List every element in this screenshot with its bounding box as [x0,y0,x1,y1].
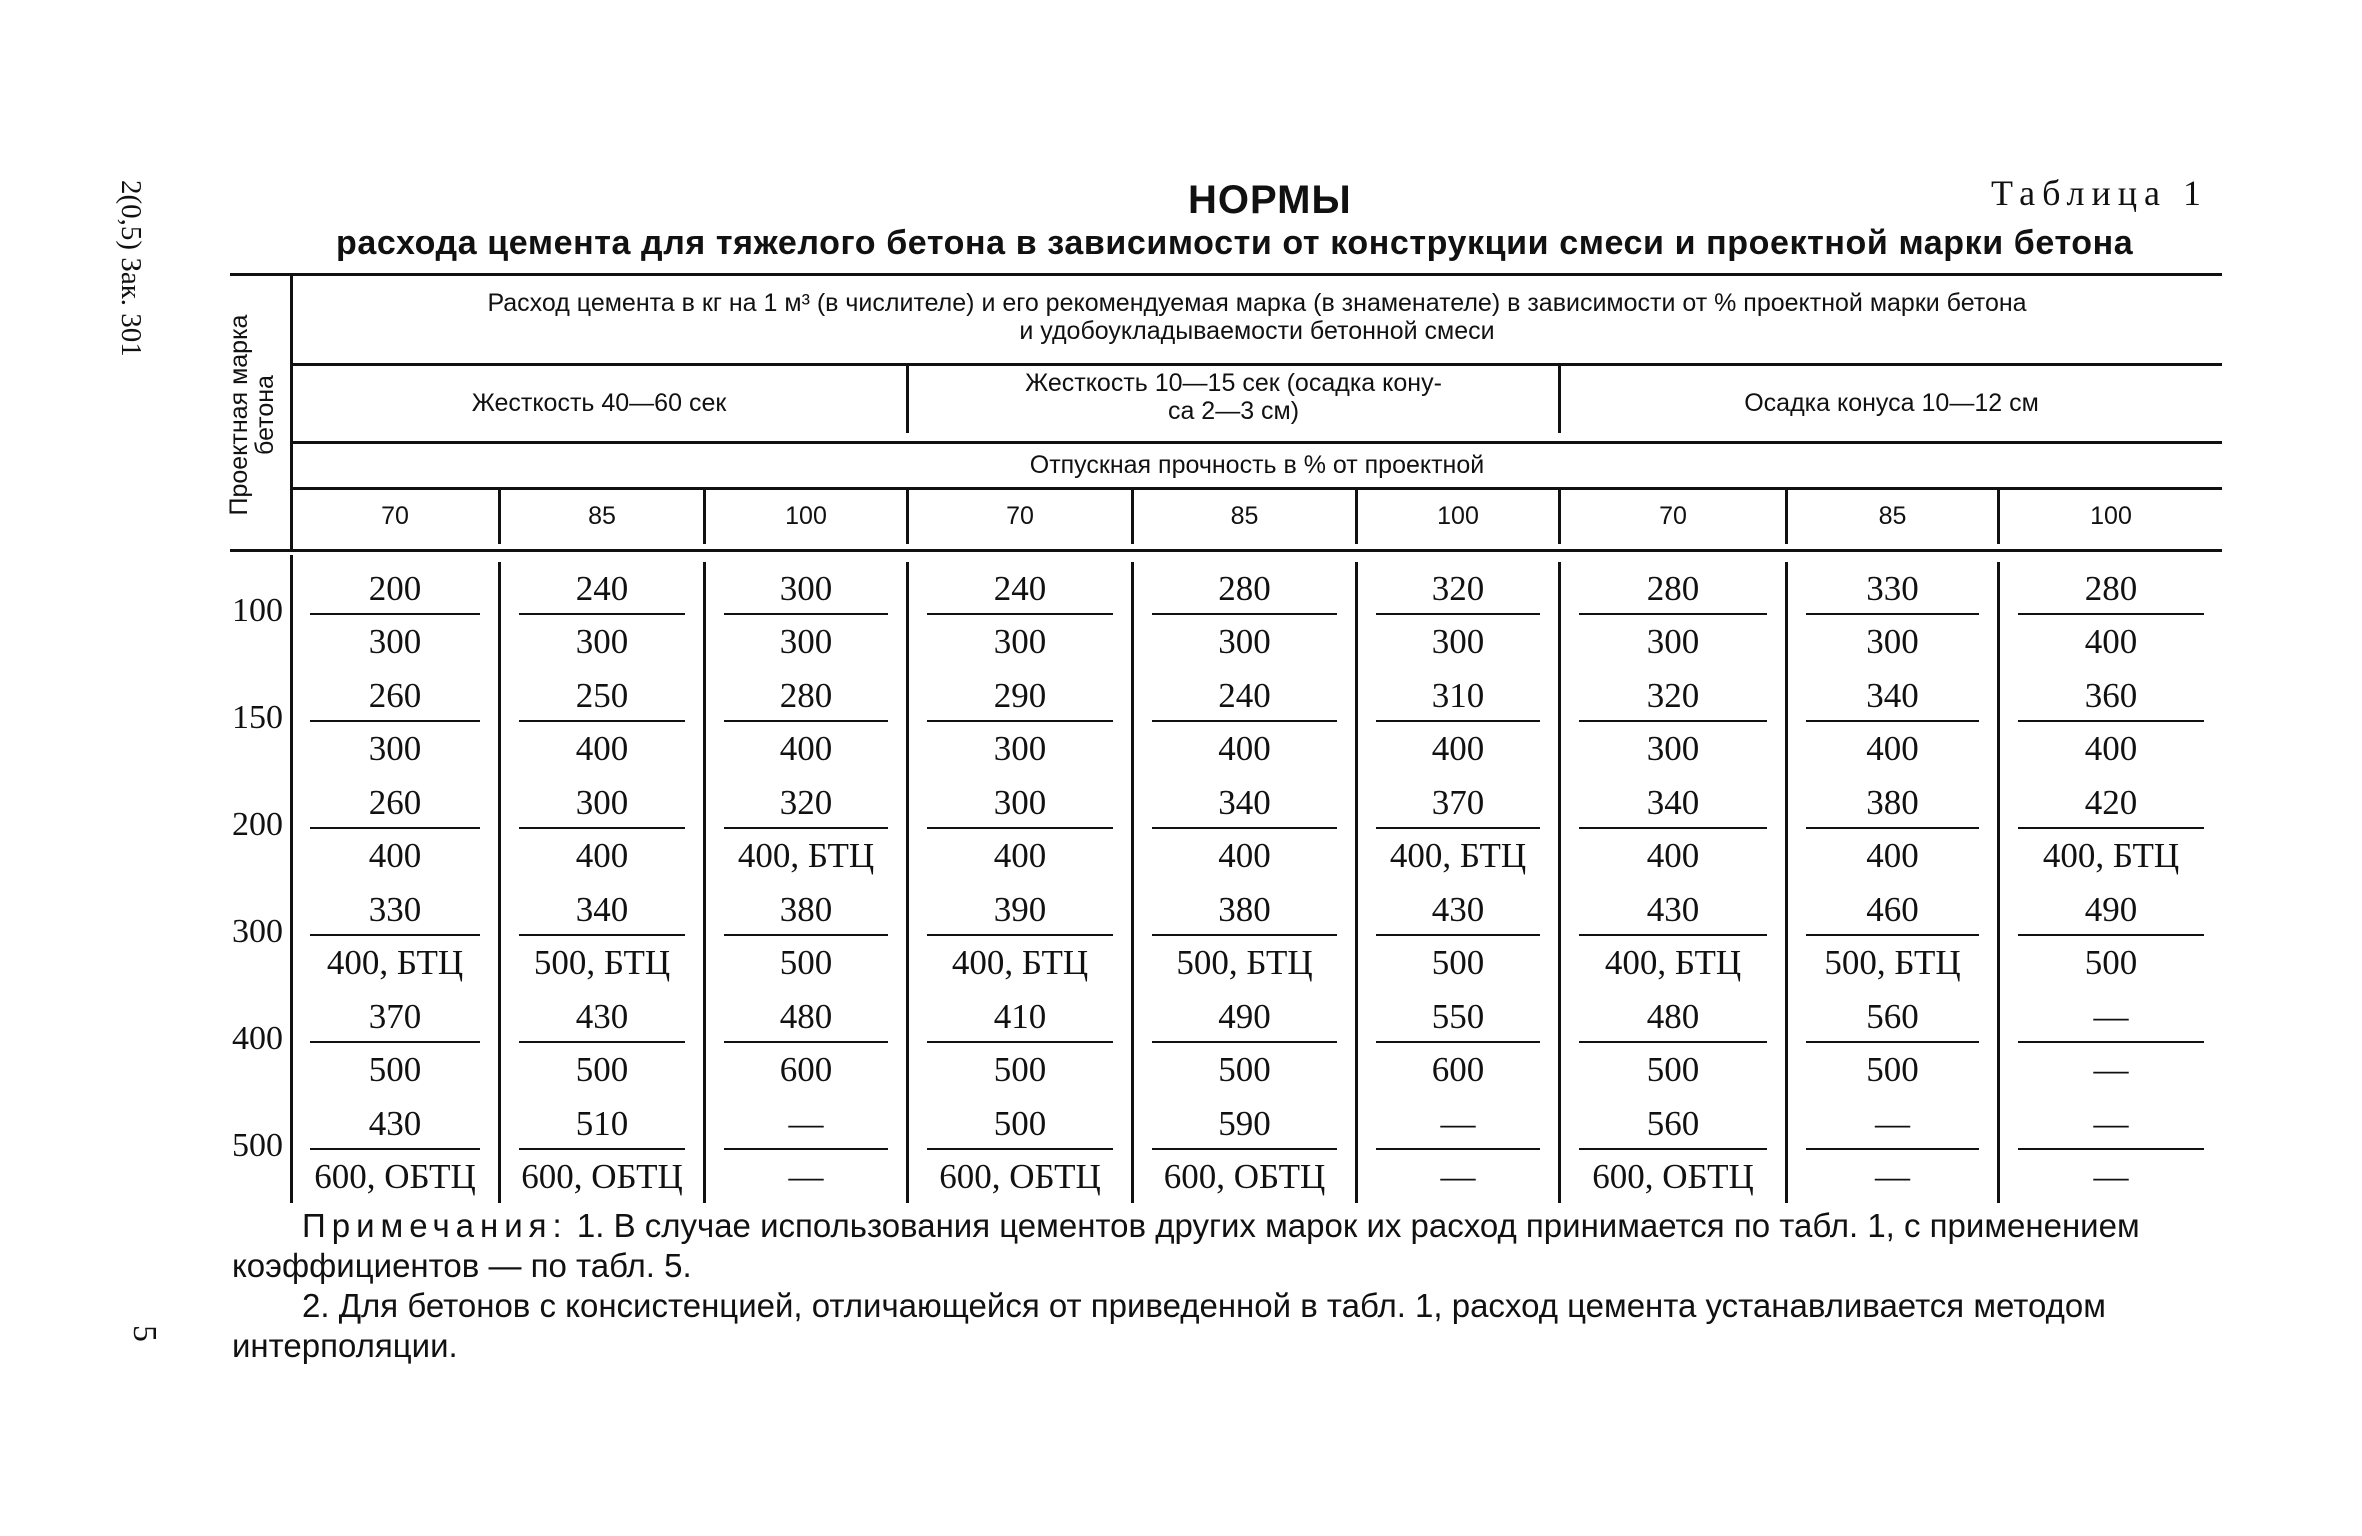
denominator-cell: 400 [1218,836,1271,875]
numerator-cell: 260 [368,676,422,715]
header-main-line1: Расход цемента в кг на 1 м³ (в числителе) и его рекомендуемая марка (в знаменателе) в зависимости от % проектной марки бетона [487,289,2027,317]
numerator-cell: 500 [993,1104,1047,1143]
numerator-cell: 310 [1431,676,1485,715]
table-label: Таблица 1 [1991,173,2208,213]
denominator-cell: — [2093,1157,2129,1196]
fraction-bar [724,613,888,615]
numerator-cell: 240 [993,569,1047,608]
fraction-bar [1579,1041,1767,1043]
denominator-cell: 300 [1218,622,1271,661]
denominator-cell: 400, БТЦ [2042,836,2180,875]
fraction-bar [310,720,480,722]
denominator-cell: 400 [575,836,629,875]
fraction-bar [724,1041,888,1043]
fraction-bar [927,720,1113,722]
numerator-cell: 340 [1646,783,1700,822]
fraction-bar [1806,827,1979,829]
denominator-cell: 400 [368,836,422,875]
fraction-bar [519,613,685,615]
denominator-cell: — [788,1157,824,1196]
denominator-cell: 400 [1431,729,1485,768]
fraction-bar [2018,613,2204,615]
denominator-cell: 300 [1646,729,1700,768]
fraction-bar [519,720,685,722]
numerator-cell: 420 [2084,783,2138,822]
fraction-bar [1376,827,1540,829]
numerator-cell: 370 [1431,783,1485,822]
numerator-cell: 430 [1431,890,1485,929]
numerator-cell: 560 [1646,1104,1700,1143]
fraction-bar [310,934,480,936]
page-number: 5 [126,1325,163,1342]
fraction-bar [1152,1148,1337,1150]
denominator-cell: 600, ОБТЦ [314,1157,476,1196]
denominator-cell: 500, БТЦ [1824,943,1961,982]
fraction-bar [2018,1041,2204,1043]
grade-label: 400 [232,1020,283,1057]
fraction-bar [519,934,685,936]
denominator-cell: 400 [1866,836,1919,875]
denominator-cell: 300 [779,622,833,661]
note-2: 2. Для бетонов с консистенцией, отличающейся от приведенной в табл. 1, расход цемента устанавливается методом интерполяции. [232,1287,2106,1364]
grade-label: 100 [232,592,283,629]
numerator-cell: 410 [993,997,1047,1036]
fraction-bar [519,827,685,829]
column-header: 100 [1437,502,1479,530]
column-header: 70 [381,502,409,530]
denominator-cell: — [1875,1157,1910,1196]
numerator-cell: 490 [1218,997,1271,1036]
numerator-cell: 340 [575,890,629,929]
numerator-cell: 430 [575,997,629,1036]
numerator-cell: — [2093,997,2129,1036]
fraction-bar [2018,934,2204,936]
denominator-cell: 500 [1866,1050,1919,1089]
denominator-cell: 500, БТЦ [1176,943,1313,982]
numerator-cell: 330 [368,890,422,929]
fraction-bar [1806,613,1979,615]
group-header-cone-slump: Осадка конуса 10—12 см [1744,389,2039,417]
numerator-cell: 460 [1866,890,1919,929]
numerator-cell: 300 [575,783,629,822]
fraction-bar [927,613,1113,615]
page-title: НОРМЫ [1188,178,1352,222]
numerator-cell: 380 [779,890,833,929]
denominator-cell: 600, ОБТЦ [939,1157,1101,1196]
fraction-bar [724,1148,888,1150]
group-header-stiffness-40-60: Жесткость 40—60 сек [471,389,727,417]
fraction-bar [724,934,888,936]
denominator-cell: 600, ОБТЦ [1163,1157,1326,1196]
denominator-cell: 500 [779,943,833,982]
grade-label: 300 [232,913,283,950]
denominator-cell: 500 [1431,943,1485,982]
fraction-bar [2018,720,2204,722]
numerator-cell: — [1440,1104,1476,1143]
denominator-cell: 400 [779,729,833,768]
numerator-cell: 320 [1646,676,1700,715]
denominator-cell: 300 [1431,622,1485,661]
fraction-bar [1376,934,1540,936]
column-header: 85 [588,502,616,530]
numerator-cell: 340 [1866,676,1919,715]
fraction-bar [310,827,480,829]
column-header: 70 [1006,502,1034,530]
numerator-cell: 300 [993,783,1047,822]
fraction-bar [1152,613,1337,615]
numerator-cell: 380 [1218,890,1271,929]
numerator-cell: 280 [1646,569,1700,608]
denominator-cell: 300 [368,622,422,661]
numerator-cell: 480 [779,997,833,1036]
numerator-cell: 250 [575,676,629,715]
denominator-cell: 300 [993,729,1047,768]
fraction-bar [310,1148,480,1150]
fraction-bar [310,613,480,615]
grade-label: 500 [232,1127,283,1164]
side-order-code: 2(0,5) Зак. 301 [115,180,147,357]
numerator-cell: 300 [779,569,833,608]
fraction-bar [1579,613,1767,615]
denominator-cell: 500 [1218,1050,1271,1089]
fraction-bar [1152,827,1337,829]
grade-label: 200 [232,806,283,843]
numerator-cell: — [1875,1104,1910,1143]
denominator-cell: 400, БТЦ [951,943,1089,982]
fraction-bar [1579,720,1767,722]
numerator-cell: 320 [1431,569,1485,608]
numerator-cell: 390 [993,890,1047,929]
numerator-cell: 370 [368,997,422,1036]
numerator-cell: 280 [779,676,833,715]
fraction-bar [1806,720,1979,722]
grade-label: 150 [232,699,283,736]
fraction-bar [724,720,888,722]
fraction-bar [1806,934,1979,936]
numerator-cell: 430 [1646,890,1700,929]
fraction-bar [1806,1041,1979,1043]
fraction-bar [927,827,1113,829]
column-header: 100 [2090,502,2132,530]
denominator-cell: 300 [1866,622,1919,661]
denominator-cell: 400, БТЦ [737,836,875,875]
fraction-bar [724,827,888,829]
fraction-bar [2018,827,2204,829]
denominator-cell: 400 [1646,836,1700,875]
fraction-bar [1376,1041,1540,1043]
numerator-cell: 200 [368,569,422,608]
table-subtitle: расхода цемента для тяжелого бетона в зависимости от конструкции смеси и проектной марки бетона [336,224,2134,262]
denominator-cell: 400, БТЦ [1389,836,1527,875]
fraction-bar [2018,1148,2204,1150]
numerator-cell: 560 [1866,997,1919,1036]
numerator-cell: 280 [2084,569,2138,608]
column-header: 85 [1878,502,1907,530]
denominator-cell: 300 [575,622,629,661]
denominator-cell: 400 [993,836,1047,875]
fraction-bar [1376,720,1540,722]
denominator-cell: 500, БТЦ [533,943,671,982]
denominator-cell: 400 [2084,729,2138,768]
numerator-cell: 510 [575,1104,629,1143]
numerator-cell: 550 [1431,997,1485,1036]
fraction-bar [1152,720,1337,722]
denominator-cell: 400 [1866,729,1919,768]
column-header: 85 [1230,502,1259,530]
numerator-cell: 330 [1866,569,1919,608]
denominator-cell: 400, БТЦ [326,943,464,982]
numerator-cell: 320 [779,783,833,822]
row-axis-label: Проектная марка бетона [225,314,279,516]
denominator-cell: 500 [2084,943,2138,982]
denominator-cell: 600 [1431,1050,1485,1089]
group-header-stiffness-10-15: Жесткость 10—15 сек (осадка кону- [1025,369,1442,397]
fraction-bar [1376,1148,1540,1150]
denominator-cell: 300 [368,729,422,768]
numerator-cell: 480 [1646,997,1700,1036]
denominator-cell: 600 [779,1050,833,1089]
numerator-cell: 490 [2084,890,2138,929]
fraction-bar [1579,827,1767,829]
denominator-cell: 500 [575,1050,629,1089]
fraction-bar [927,1041,1113,1043]
denominator-cell: 500 [1646,1050,1700,1089]
fraction-bar [927,1148,1113,1150]
notes [232,1206,2212,1366]
numerator-cell: 360 [2084,676,2138,715]
denominator-cell: 600, ОБТЦ [521,1157,683,1196]
fraction-bar [310,1041,480,1043]
numerator-cell: — [788,1104,824,1143]
denominator-cell: — [1440,1157,1476,1196]
fraction-bar [519,1148,685,1150]
fraction-bar [1579,934,1767,936]
denominator-cell: 500 [368,1050,422,1089]
numerator-cell: 280 [1218,569,1271,608]
fraction-bar [1806,1148,1979,1150]
numerator-cell: 430 [368,1104,422,1143]
denominator-cell: 400 [1218,729,1271,768]
denominator-cell: 400 [575,729,629,768]
denominator-cell: 300 [1646,622,1700,661]
numerator-cell: 260 [368,783,422,822]
denominator-cell: — [2093,1050,2129,1089]
numerator-cell: 290 [993,676,1047,715]
note-1: Примечания: 1. В случае использования цементов других марок их расход принимается по табл. 1, с применением коэффициентов — по табл. 5. [232,1207,2140,1284]
column-header: 70 [1659,502,1687,530]
numerator-cell: 240 [1218,676,1271,715]
numerator-cell: 380 [1866,783,1919,822]
numerator-cell: 240 [575,569,629,608]
fraction-bar [927,934,1113,936]
strength-label: Отпускная прочность в % от проектной [1029,451,1485,479]
header-main-line2: и удобоукладываемости бетонной смеси [1019,317,1495,345]
numerator-cell: 340 [1218,783,1271,822]
fraction-bar [1579,1148,1767,1150]
denominator-cell: 300 [993,622,1047,661]
denominator-cell: 400, БТЦ [1604,943,1742,982]
notes-heading: Примечания: [302,1207,568,1244]
denominator-cell: 500 [993,1050,1047,1089]
column-header: 100 [785,502,827,530]
denominator-cell: 400 [2084,622,2138,661]
numerator-cell: 590 [1218,1104,1271,1143]
fraction-bar [1376,613,1540,615]
fraction-bar [1152,1041,1337,1043]
group-header-stiffness-10-15-cont: са 2—3 см) [1167,397,1300,425]
numerator-cell: — [2093,1104,2129,1143]
fraction-bar [1152,934,1337,936]
fraction-bar [519,1041,685,1043]
denominator-cell: 600, ОБТЦ [1592,1157,1754,1196]
